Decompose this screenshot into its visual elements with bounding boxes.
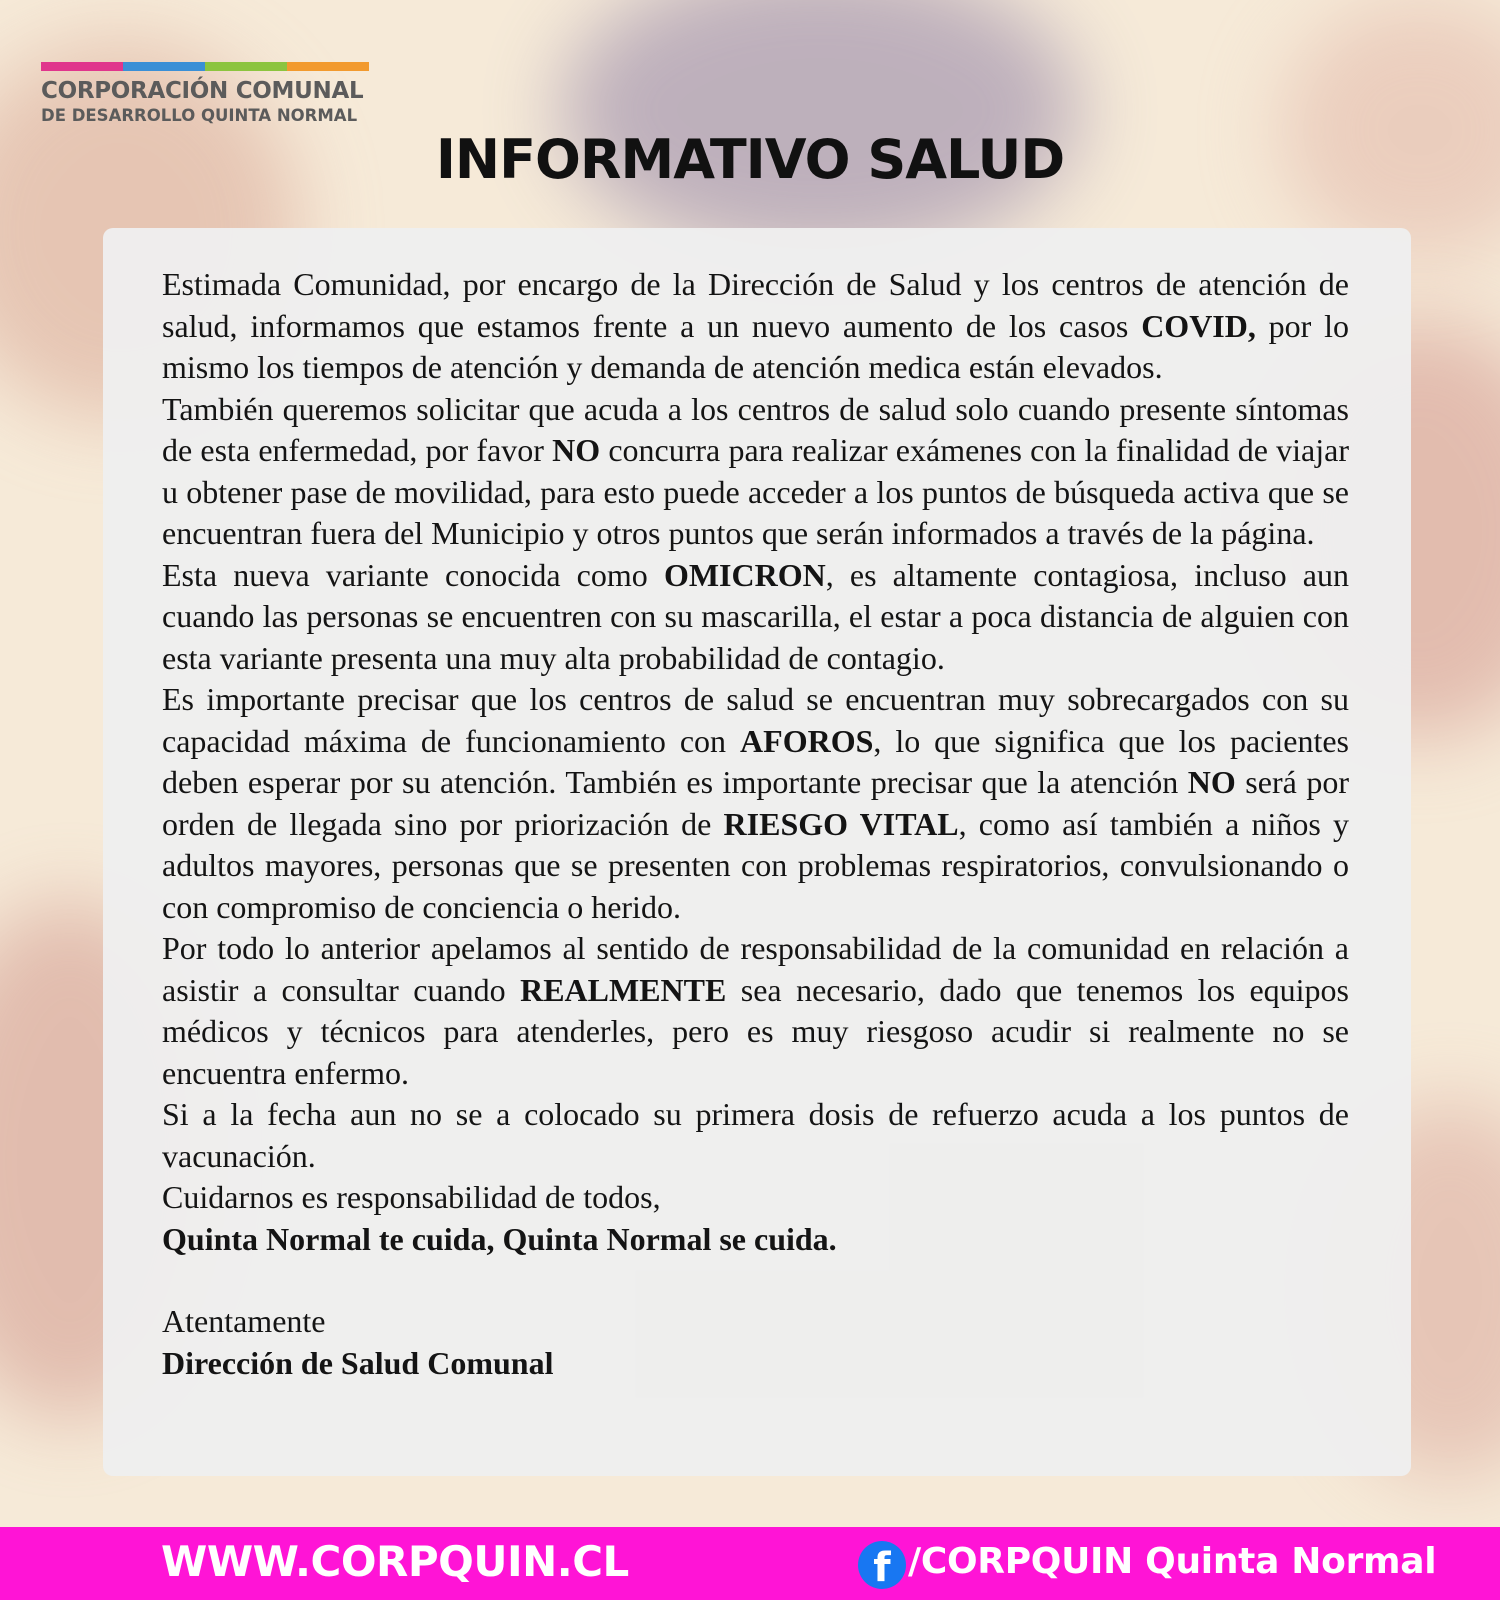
paragraph-text: será por orden de llegada sino por priorización de: [162, 764, 1350, 842]
paragraph-text: También queremos solicitar que acuda a los centros de salud solo cuando presente síntomas de esta enfermedad, por favor: [162, 390, 1349, 468]
emphasis-aforos: AFOROS: [740, 722, 874, 759]
logo-bar-segment: [41, 62, 123, 71]
notice-card: [103, 228, 1411, 1476]
paragraph-text: Estimada Comunidad, por encargo de la Dirección de Salud y los centros de atención de salud, informamos que estamos frente a un nuevo aumento de los casos: [162, 266, 1349, 344]
facebook-icon[interactable]: f: [858, 1541, 906, 1589]
logo-line-1: CORPORACIÓN COMUNAL: [41, 78, 364, 104]
emphasis-no: NO: [552, 432, 601, 468]
paragraph-4: [162, 679, 1349, 928]
paragraph-text: Por todo lo anterior apelamos al sentido de responsabilidad de la comunidad en relación a asistir a consultar cuando: [162, 930, 1349, 1008]
signature-text: Dirección de Salud Comunal: [162, 1344, 554, 1381]
paragraph-1: [162, 264, 1349, 389]
notice-body: [162, 264, 1349, 1384]
footer-bar: [0, 1527, 1500, 1600]
spacer: [162, 1260, 1349, 1301]
website-link[interactable]: WWW.CORPQUIN.CL: [161, 1537, 629, 1586]
signature: [162, 1343, 1349, 1385]
paragraph-text: , como así también a niños y adultos mayores, personas que se presenten con problemas respiratorios, convulsionando o con compromiso de conciencia o herido.: [162, 805, 1350, 925]
facebook-page-link[interactable]: /CORPQUIN Quinta Normal: [908, 1541, 1437, 1582]
logo-color-bar: [41, 62, 369, 71]
logo-bar-segment: [123, 62, 205, 71]
emphasis-riesgo-vital: RIESGO VITAL: [723, 805, 959, 842]
logo-bar-segment: [287, 62, 369, 71]
page-title: INFORMATIVO SALUD: [435, 128, 1065, 191]
paragraph-text: Esta nueva variante conocida como: [162, 556, 664, 593]
slogan: [162, 1219, 1349, 1261]
paragraph-text: sea necesario, dado que tenemos los equipos médicos y técnicos para atenderles, pero es muy riesgoso acudir si realmente no se encuentra enfermo.: [162, 971, 1350, 1091]
emphasis-omicron: OMICRON: [663, 556, 826, 593]
slogan-text: Quinta Normal te cuida, Quinta Normal se cuida.: [162, 1220, 837, 1257]
organization-logo: [41, 62, 369, 127]
paragraph-3: [162, 555, 1349, 680]
emphasis-no: NO: [1187, 764, 1236, 800]
emphasis-covid: COVID,: [1141, 307, 1256, 344]
paragraph-text: , lo que significa que los pacientes deben esperar por su atención. También es importante precisar que la atención: [162, 722, 1350, 800]
paragraph-text: Es importante precisar que los centros de salud se encuentran muy sobrecargados con su capacidad máxima de funcionamiento con: [162, 681, 1349, 759]
paragraph-6: Si a la fecha aun no se a colocado su primera dosis de refuerzo acuda a los puntos de vacunación.: [162, 1096, 1349, 1174]
logo-bar-segment: [205, 62, 287, 71]
paragraph-text: por lo mismo los tiempos de atención y demanda de atención medica están elevados.: [162, 307, 1350, 385]
paragraph-2: [162, 389, 1349, 555]
paragraph-text: , es altamente contagiosa, incluso aun cuando las personas se encuentren con su mascarilla, el estar a poca distancia de alguien con esta variante presenta una muy alta probabilidad de contagio.: [162, 556, 1350, 676]
paragraph-text: concurra para realizar exámenes con la finalidad de viajar u obtener pase de movilidad, para esto puede acceder a los puntos de búsqueda activa que se encuentran fuera del Municipio y otros puntos que serán informados a través de la página.: [162, 432, 1350, 551]
emphasis-realmente: REALMENTE: [520, 971, 727, 1008]
closing: Atentamente: [162, 1303, 326, 1339]
paragraph-5: [162, 928, 1349, 1094]
paragraph-7: Cuidarnos es responsabilidad de todos,: [162, 1179, 661, 1215]
logo-line-2: DE DESARROLLO QUINTA NORMAL: [41, 106, 358, 125]
